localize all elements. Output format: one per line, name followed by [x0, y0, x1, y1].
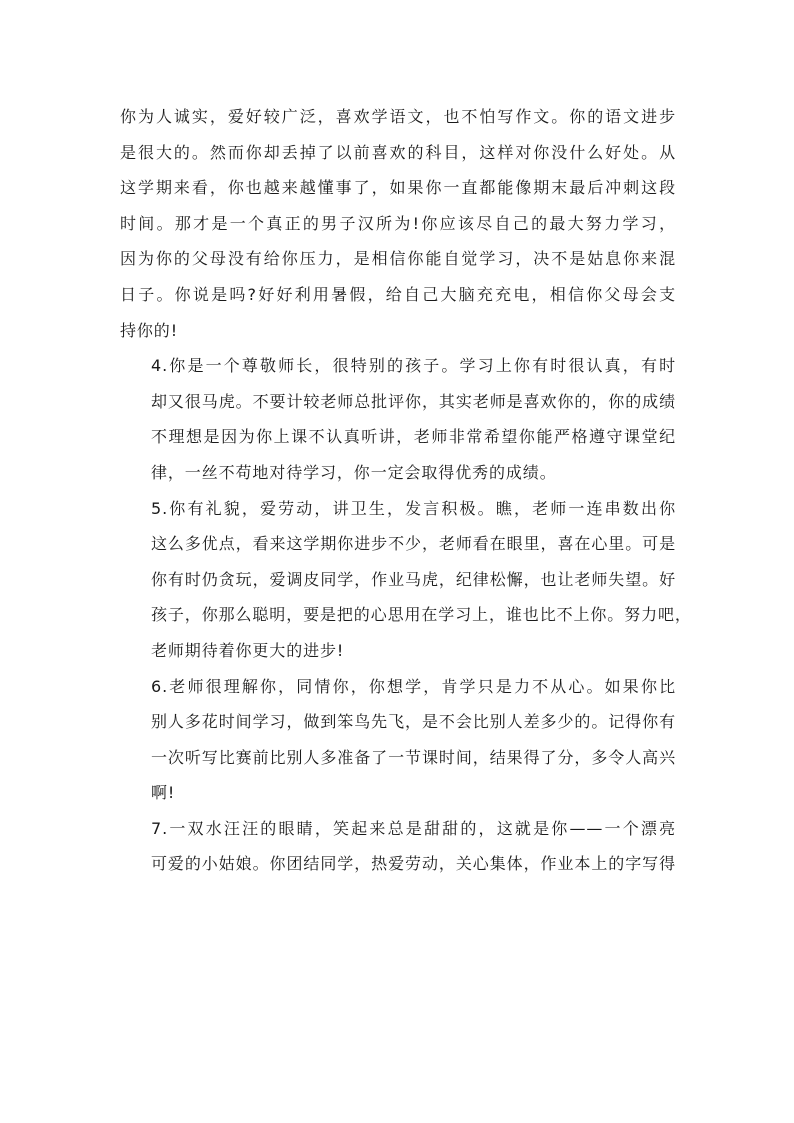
text-line: 你有时仍贪玩，爱调皮同学，作业马虎，纪律松懈，也让老师失望。好 — [151, 569, 676, 589]
text-line: 持你的! — [120, 320, 179, 340]
paragraph — [120, 348, 676, 490]
text-line: 是很大的。然而你却丢掉了以前喜欢的科目，这样对你没什么好处。从 — [120, 142, 676, 162]
text-line: 不理想是因为你上课不认真听讲，老师非常希望你能严格遵守课堂纪 — [151, 427, 676, 447]
paragraph — [120, 811, 676, 882]
text-line: 这学期来看，你也越来越懂事了，如果你一直都能像期末最后冲刺这段 — [120, 178, 676, 198]
text-line: 6.老师很理解你，同情你，你想学，肯学只是力不从心。如果你比 — [151, 676, 676, 696]
paragraph — [120, 99, 676, 348]
document-body — [120, 99, 692, 882]
text-line: 可爱的小姑娘。你团结同学，热爱劳动，关心集体，作业本上的字写得 — [151, 854, 676, 874]
text-line: 5.你有礼貌，爱劳动，讲卫生，发言积极。瞧，老师一连串数出你 — [151, 498, 676, 518]
text-line: 别人多花时间学习，做到笨鸟先飞，是不会比别人差多少的。记得你有 — [151, 712, 676, 732]
paragraph — [120, 669, 676, 811]
text-line: 4.你是一个尊敬师长，很特别的孩子。学习上你有时很认真，有时 — [151, 356, 676, 376]
text-line: 老师期待着你更大的进步! — [151, 640, 345, 660]
text-line: 一次听写比赛前比别人多准备了一节课时间，结果得了分，多令人高兴 — [151, 747, 676, 767]
text-line: 你为人诚实，爱好较广泛，喜欢学语文，也不怕写作文。你的语文进步 — [120, 107, 676, 126]
text-line: 时间。那才是一个真正的男子汉所为!你应该尽自己的最大努力学习， — [120, 213, 676, 233]
text-line: 7.一双水汪汪的眼睛，笑起来总是甜甜的，这就是你——一个漂亮 — [151, 818, 676, 838]
text-line: 因为你的父母没有给你压力，是相信你能自觉学习，决不是姑息你来混 — [120, 249, 676, 269]
text-line: 这么多优点，看来这学期你进步不少，老师看在眼里，喜在心里。可是 — [151, 534, 676, 554]
text-line: 律，一丝不苟地对待学习，你一定会取得优秀的成绩。 — [151, 462, 557, 482]
text-line: 孩子，你那么聪明，要是把的心思用在学习上，谁也比不上你。努力吧， — [151, 605, 692, 625]
paragraph — [120, 491, 692, 669]
text-line: 日子。你说是吗?好好利用暑假，给自己大脑充充电，相信你父母会支 — [120, 284, 676, 304]
text-line: 啊! — [151, 783, 176, 803]
text-line: 却又很马虎。不要计较老师总批评你，其实老师是喜欢你的，你的成绩 — [151, 391, 676, 411]
